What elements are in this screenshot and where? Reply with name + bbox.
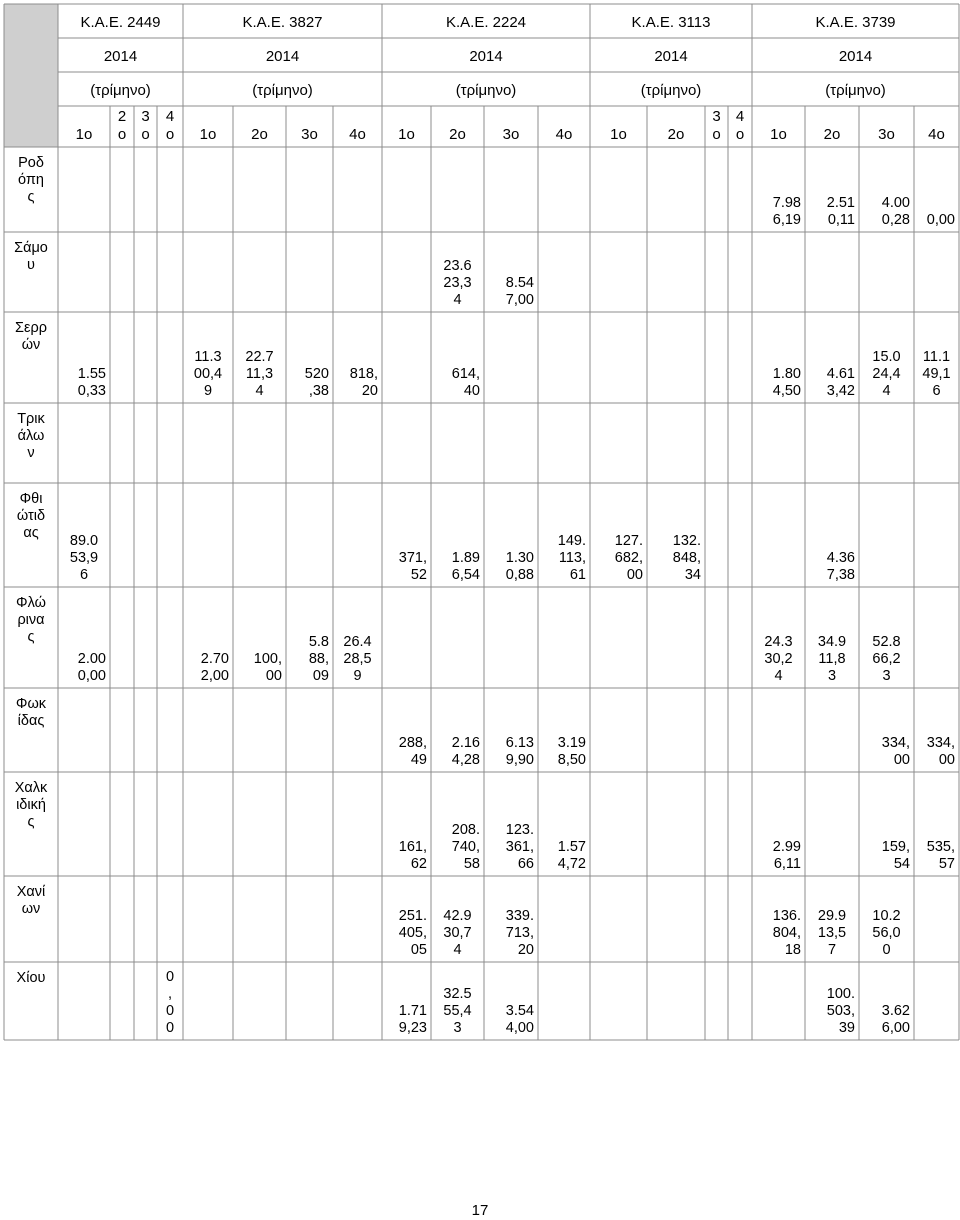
table-cell: 0,28 <box>881 212 910 228</box>
table-cell: 113, <box>558 550 586 566</box>
table-cell: 10.2 <box>872 908 901 924</box>
quarter-header: 1ο <box>199 126 217 143</box>
table-cell: 2.51 <box>826 195 855 211</box>
row-name: ιδική <box>16 797 46 813</box>
quarter-header: ο <box>735 126 745 143</box>
table-cell: 54 <box>893 856 910 872</box>
table-cell: 53,9 <box>69 550 99 566</box>
quarter-header: ο <box>141 126 150 143</box>
table-cell: ,38 <box>308 383 329 399</box>
table-cell: 361, <box>505 839 534 855</box>
table-cell: 405, <box>398 925 427 941</box>
row-name: Χίου <box>16 970 46 986</box>
row-name: ς <box>27 814 35 830</box>
year-label: 2014 <box>654 48 688 65</box>
table-cell: 30,7 <box>443 925 472 941</box>
table-cell: 42.9 <box>443 908 472 924</box>
table-cell: 9 <box>353 668 362 684</box>
table-cell: 4 <box>774 668 783 684</box>
row-name: Ροδ <box>18 155 44 171</box>
quarter-header: 2ο <box>449 126 466 143</box>
quarter-header: 3ο <box>878 126 895 143</box>
kae-header: Κ.Α.Ε. 2449 <box>80 14 161 31</box>
table-cell: 6,00 <box>881 1020 910 1036</box>
table-cell: 123. <box>505 822 534 838</box>
table-cell: 8,50 <box>557 752 586 768</box>
quarter-header: 4ο <box>349 126 366 143</box>
table-cell: 4.36 <box>826 550 855 566</box>
table-cell: 614, <box>451 366 480 382</box>
table-cell: 9 <box>203 383 213 399</box>
table-cell: 100. <box>826 986 855 1002</box>
table-cell: 503, <box>826 1003 855 1019</box>
row-header-shade <box>4 4 58 147</box>
table-cell: 1.89 <box>451 550 480 566</box>
table-cell: 52 <box>410 567 427 583</box>
table-cell: 371, <box>398 550 427 566</box>
quarter-header: 3 <box>712 108 721 125</box>
table-cell: 7,00 <box>505 292 534 308</box>
quarter-header: 2ο <box>667 126 685 143</box>
table-cell: 29.9 <box>817 908 847 924</box>
year-label: 2014 <box>265 48 300 65</box>
kae-header: Κ.Α.Ε. 3113 <box>631 14 711 31</box>
table-cell: 52.8 <box>872 634 901 650</box>
table-cell: 1.57 <box>557 839 586 855</box>
table-cell: 7.98 <box>772 195 801 211</box>
table-cell: 6,54 <box>451 567 480 583</box>
table-cell: 00 <box>265 668 282 684</box>
row-name: ώτιδ <box>16 508 46 524</box>
year-label: 2014 <box>838 48 873 65</box>
table-cell: 208. <box>451 822 480 838</box>
table-cell: 3 <box>827 668 837 684</box>
row-name: Χανί <box>16 884 46 900</box>
quarter-header: 2 <box>117 108 127 125</box>
table-cell: 0,00 <box>77 668 106 684</box>
table-text <box>14 14 955 1036</box>
table-cell: 5.8 <box>308 634 329 650</box>
table-cell: 0 <box>165 1020 175 1036</box>
quarter-header: 4ο <box>555 126 573 143</box>
table-cell: 26.4 <box>343 634 372 650</box>
table-cell: 848, <box>672 550 701 566</box>
table-cell: 0,33 <box>77 383 106 399</box>
table-cell: 2.00 <box>77 651 106 667</box>
quarter-header: 1ο <box>398 126 415 143</box>
table-cell: 520 <box>304 366 329 382</box>
kae-header: Κ.Α.Ε. 2224 <box>445 14 527 31</box>
table-cell: 136. <box>772 908 801 924</box>
table-cell: 49 <box>410 752 427 768</box>
table-cell: 4.61 <box>826 366 855 382</box>
table-cell: 11.3 <box>194 349 222 365</box>
table-cell: 127. <box>614 533 643 549</box>
table-cell: 4 <box>255 383 264 399</box>
table-cell: 334, <box>881 735 910 751</box>
row-name: ς <box>27 629 35 645</box>
table-cell: 149. <box>557 533 586 549</box>
table-cell: 3,42 <box>826 383 855 399</box>
table-cell: 11,3 <box>245 366 274 382</box>
table-cell: 23,3 <box>443 275 472 291</box>
table-cell: 1.71 <box>398 1003 427 1019</box>
table-cell: 34.9 <box>817 634 847 650</box>
table-cell: 804, <box>772 925 801 941</box>
quarter-header: 1ο <box>75 126 93 143</box>
table-cell: 13,5 <box>817 925 847 941</box>
row-name: ας <box>23 525 39 541</box>
row-name: ρινα <box>17 612 45 628</box>
table-cell: 0 <box>882 942 891 958</box>
table-cell: 288, <box>398 735 427 751</box>
period-label: (τρίμηνο) <box>825 82 886 99</box>
table-cell: 55,4 <box>443 1003 472 1019</box>
table-cell: 00 <box>626 567 643 583</box>
table-cell: 58 <box>463 856 480 872</box>
table-cell: 1.30 <box>505 550 534 566</box>
row-name: άλω <box>17 428 45 444</box>
table-cell: 11.1 <box>922 349 951 365</box>
table-cell: 6,19 <box>772 212 801 228</box>
table-cell: 00 <box>893 752 910 768</box>
table-grid <box>4 4 959 1040</box>
table-cell: 66 <box>517 856 534 872</box>
row-name: Φθι <box>19 491 43 507</box>
table-cell: 0,88 <box>505 567 534 583</box>
table-cell: , <box>167 986 173 1002</box>
table-cell: 66,2 <box>872 651 901 667</box>
table-cell: 09 <box>312 668 329 684</box>
table-cell: 682, <box>614 550 643 566</box>
table-cell: 3 <box>882 668 891 684</box>
table-cell: 3.62 <box>881 1003 910 1019</box>
table-cell: 30,2 <box>764 651 793 667</box>
row-name: ς <box>27 189 35 205</box>
table-cell: 132. <box>672 533 701 549</box>
quarter-header: 4ο <box>928 126 945 143</box>
row-name: ών <box>21 337 41 353</box>
table-cell: 9,90 <box>505 752 534 768</box>
table-cell: 40 <box>463 383 480 399</box>
table-cell: 6 <box>79 567 89 583</box>
quarter-header: 2ο <box>823 126 841 143</box>
table-cell: 4 <box>453 292 462 308</box>
table-cell: 6,11 <box>773 856 801 872</box>
table-cell: 0 <box>165 969 175 985</box>
row-name: υ <box>27 257 35 273</box>
table-cell: 4 <box>882 383 891 399</box>
table-cell: 100, <box>253 651 282 667</box>
table-cell: 11,8 <box>818 651 846 667</box>
table-cell: 56,0 <box>872 925 901 941</box>
quarter-header: ο <box>117 126 127 143</box>
table-cell: 61 <box>569 567 586 583</box>
table-cell: 18 <box>784 942 801 958</box>
table-cell: 4,28 <box>451 752 480 768</box>
table-cell: 3.54 <box>505 1003 534 1019</box>
table-cell: 713, <box>505 925 534 941</box>
year-label: 2014 <box>103 48 138 65</box>
table-cell: 6.13 <box>505 735 534 751</box>
table-cell: 2.16 <box>451 735 480 751</box>
quarter-header: 4 <box>165 108 175 125</box>
table-cell: 88, <box>308 651 329 667</box>
row-name: ων <box>21 901 41 917</box>
table-cell: 34 <box>684 567 701 583</box>
table-cell: 1.80 <box>772 366 801 382</box>
kae-header: Κ.Α.Ε. 3739 <box>815 14 896 31</box>
table-cell: 251. <box>398 908 427 924</box>
table-cell: 4 <box>453 942 462 958</box>
table-cell: 32.5 <box>443 986 472 1002</box>
table-cell: 89.0 <box>69 533 99 549</box>
table-cell: 0 <box>165 1003 175 1019</box>
table-cell: 4,00 <box>505 1020 534 1036</box>
row-name: Σερρ <box>15 320 47 336</box>
table-cell: 0,11 <box>827 212 855 228</box>
table-cell: 7 <box>827 942 837 958</box>
period-label: (τρίμηνο) <box>455 82 517 99</box>
table-cell: 20 <box>361 383 378 399</box>
table-cell: 2.99 <box>772 839 801 855</box>
quarter-header: 2ο <box>251 126 268 143</box>
quarter-header: 1ο <box>610 126 627 143</box>
quarter-header: ο <box>712 126 721 143</box>
table-cell: 4,50 <box>772 383 801 399</box>
table-cell: 24.3 <box>764 634 793 650</box>
row-name: Τρικ <box>17 411 45 427</box>
table-cell: 20 <box>517 942 534 958</box>
table-cell: 2.70 <box>200 651 229 667</box>
table-cell: 00,4 <box>193 366 223 382</box>
table-cell: 535, <box>926 839 955 855</box>
quarter-header: 3ο <box>502 126 520 143</box>
row-name: Φλώ <box>16 595 46 611</box>
table-cell: 3 <box>453 1020 462 1036</box>
quarter-header: ο <box>165 126 175 143</box>
table-cell: 05 <box>410 942 427 958</box>
table-cell: 15.0 <box>872 349 901 365</box>
kae-header: Κ.Α.Ε. 3827 <box>242 14 323 31</box>
quarter-header: 3 <box>141 108 150 125</box>
table-cell: 7,38 <box>826 567 855 583</box>
table-cell: 0,00 <box>926 212 955 228</box>
table-cell: 4,72 <box>557 856 586 872</box>
table-cell: 6 <box>932 383 941 399</box>
table-cell: 3.19 <box>557 735 586 751</box>
table-cell: 2,00 <box>200 668 229 684</box>
row-name: ν <box>27 445 35 461</box>
table-cell: 23.6 <box>443 258 472 274</box>
quarter-header: 3ο <box>301 126 318 143</box>
quarter-header: 4 <box>735 108 745 125</box>
row-name: Σάμο <box>14 240 48 256</box>
period-label: (τρίμηνο) <box>252 82 313 99</box>
row-name: όπη <box>18 172 44 188</box>
table-cell: 24,4 <box>872 366 901 382</box>
table-cell: 740, <box>451 839 480 855</box>
period-label: (τρίμηνο) <box>90 82 151 99</box>
table-cell: 22.7 <box>245 349 274 365</box>
table-cell: 334, <box>926 735 955 751</box>
table-cell: 49,1 <box>922 366 951 382</box>
table-cell: 159, <box>881 839 910 855</box>
table-cell: 39 <box>838 1020 855 1036</box>
table-cell: 00 <box>938 752 955 768</box>
row-name: Φωκ <box>15 696 47 712</box>
table-cell: 4.00 <box>881 195 910 211</box>
table-cell: 62 <box>410 856 427 872</box>
table-cell: 28,5 <box>343 651 372 667</box>
table-cell: 161, <box>398 839 427 855</box>
table-cell: 339. <box>505 908 534 924</box>
quarter-header: 1ο <box>770 126 787 143</box>
row-name: Χαλκ <box>14 780 48 796</box>
table-cell: 818, <box>349 366 378 382</box>
row-name: ίδας <box>17 713 45 729</box>
page-number: 17 <box>471 1202 489 1219</box>
table-cell: 1.55 <box>77 366 106 382</box>
table-cell: 9,23 <box>398 1020 427 1036</box>
year-label: 2014 <box>469 48 503 65</box>
period-label: (τρίμηνο) <box>640 82 702 99</box>
table-cell: 8.54 <box>505 275 534 291</box>
table-cell: 57 <box>938 856 955 872</box>
